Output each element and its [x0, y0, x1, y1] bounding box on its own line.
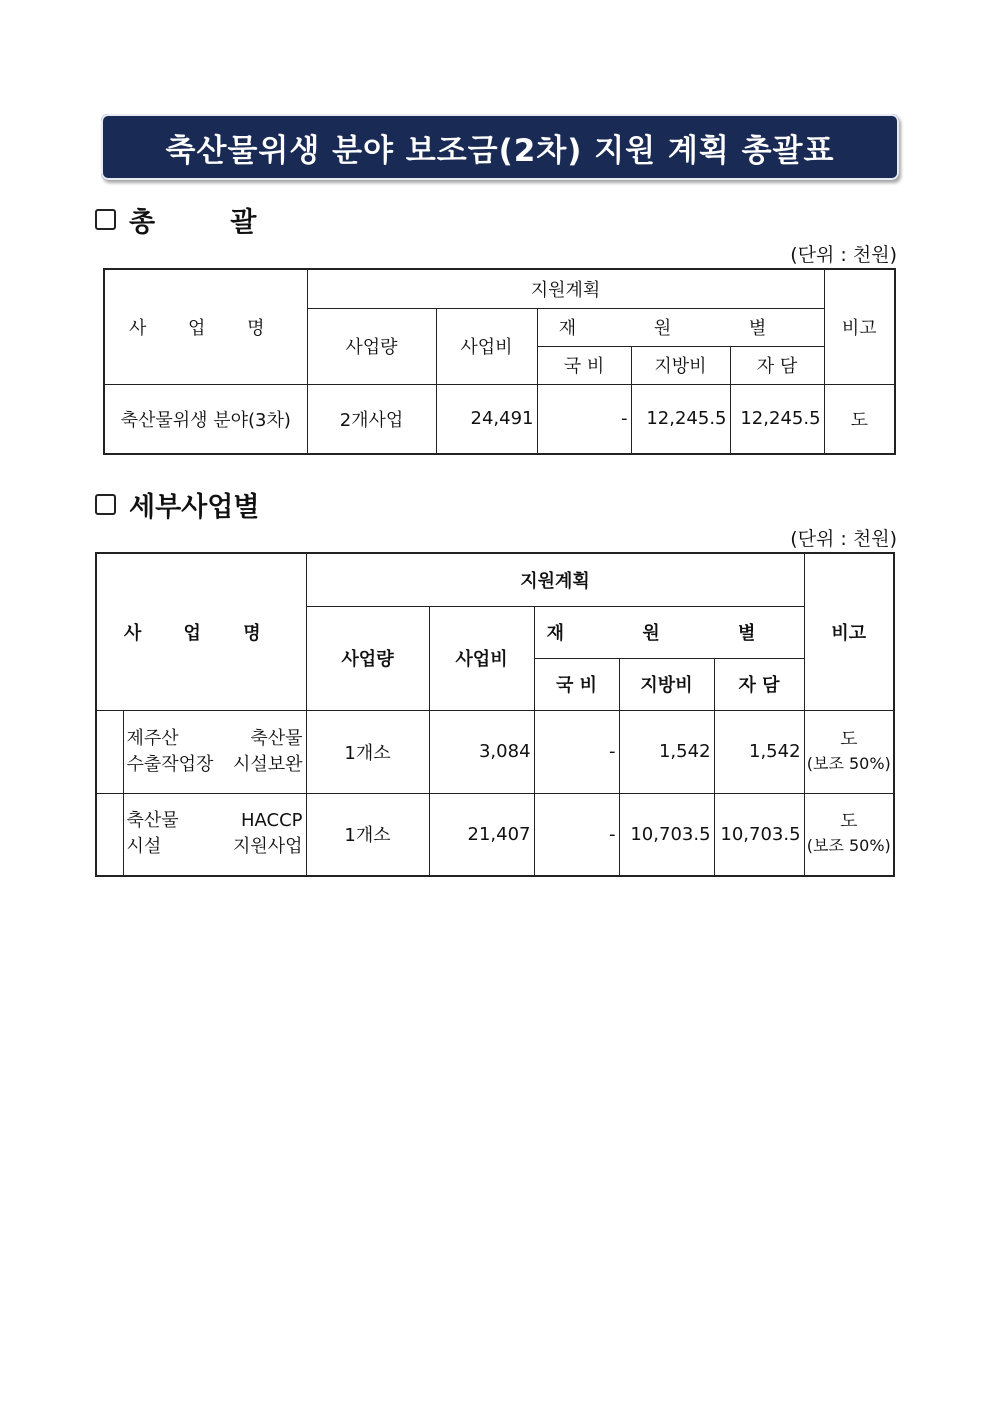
- cell-name: [123, 710, 306, 793]
- cell-name: 축산물위생 분야(3차): [104, 384, 307, 454]
- header-self: 자 담: [730, 346, 824, 384]
- header-plan: 지원계획: [307, 269, 824, 308]
- cell-qty: 1개소: [306, 710, 429, 793]
- section-heading-detail: [95, 485, 259, 524]
- header-qty: 사업량: [307, 308, 436, 384]
- checkbox-square-icon: [95, 494, 116, 515]
- cell-note-line2: (보조 50%): [806, 753, 891, 773]
- cell-cost: 24,491: [436, 384, 537, 454]
- cell-name-line1: 축산물 HACCP: [126, 810, 303, 832]
- header-name: 사 업 명: [104, 269, 307, 384]
- header-note: 비고: [804, 553, 894, 710]
- table-row: [96, 793, 894, 876]
- section-heading-summary: [95, 200, 256, 239]
- unit-label: (단위 : 천원): [790, 244, 897, 266]
- header-cost: 사업비: [429, 606, 534, 710]
- cell-name-line2: 수출작업장 시설보완: [126, 753, 303, 775]
- unit-label: (단위 : 천원): [790, 528, 897, 550]
- cell-self: 12,245.5: [730, 384, 824, 454]
- cell-note-line2: (보조 50%): [806, 836, 891, 856]
- cell-self: 1,542: [714, 710, 804, 793]
- header-funding: 재 원 별: [534, 606, 804, 658]
- cell-local: 10,703.5: [619, 793, 714, 876]
- cell-name-line2: 시설 지원사업: [126, 836, 303, 858]
- header-funding: 재 원 별: [537, 308, 824, 346]
- header-name: 사 업 명: [96, 553, 306, 710]
- section-heading-label: 세부사업별: [129, 492, 260, 523]
- section-heading-label: 총 괄: [129, 207, 257, 238]
- cell-national: -: [537, 384, 631, 454]
- cell-national: -: [534, 710, 619, 793]
- summary-table: [103, 268, 896, 455]
- cell-name-line1: 제주산 축산물: [126, 727, 303, 749]
- detail-table: [95, 552, 895, 877]
- row-indent-cell: [96, 710, 123, 793]
- page-title: 축산물위생 분야 보조금(2차) 지원 계획 총괄표: [101, 114, 899, 180]
- cell-qty: 1개소: [306, 793, 429, 876]
- header-national: 국 비: [537, 346, 631, 384]
- header-local: 지방비: [619, 658, 714, 710]
- table-row: [96, 710, 894, 793]
- cell-national: -: [534, 793, 619, 876]
- header-local: 지방비: [631, 346, 730, 384]
- cell-cost: 21,407: [429, 793, 534, 876]
- header-self: 자 담: [714, 658, 804, 710]
- cell-note: 도: [824, 384, 895, 454]
- row-indent-cell: [96, 793, 123, 876]
- checkbox-square-icon: [95, 209, 116, 230]
- cell-note-line1: 도: [840, 728, 858, 750]
- header-national: 국 비: [534, 658, 619, 710]
- cell-cost: 3,084: [429, 710, 534, 793]
- table-row: [104, 384, 895, 454]
- cell-name: [123, 793, 306, 876]
- cell-note: [804, 793, 894, 876]
- cell-note-line1: 도: [840, 811, 858, 833]
- cell-note: [804, 710, 894, 793]
- cell-qty: 2개사업: [307, 384, 436, 454]
- cell-local: 12,245.5: [631, 384, 730, 454]
- cell-self: 10,703.5: [714, 793, 804, 876]
- header-qty: 사업량: [306, 606, 429, 710]
- header-cost: 사업비: [436, 308, 537, 384]
- header-note: 비고: [824, 269, 895, 384]
- header-plan: 지원계획: [306, 553, 804, 606]
- cell-local: 1,542: [619, 710, 714, 793]
